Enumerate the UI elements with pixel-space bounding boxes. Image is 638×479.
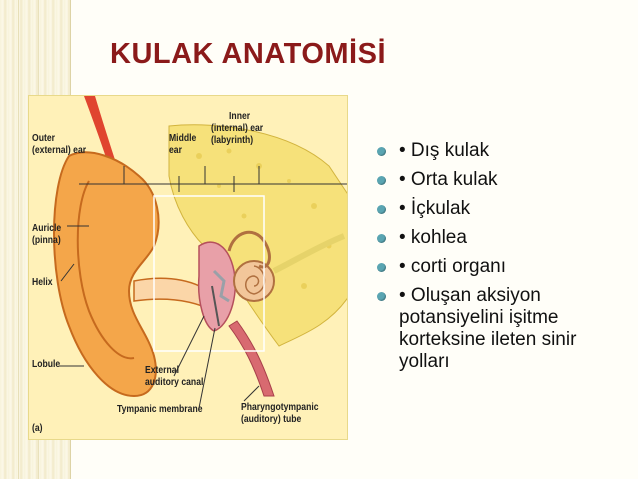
figure-label-outer-ear: Outer (external) ear [32, 132, 87, 156]
figure-label-middle-ear: Middle ear [169, 132, 197, 156]
figure-label-tympanic-membrane: Tympanic membrane [117, 403, 203, 415]
figure-label-external-auditory-canal: External auditory canal [145, 364, 204, 388]
bullet-icon [377, 292, 386, 301]
slide-title: KULAK ANATOMİSİ [110, 38, 387, 70]
list-item: • İçkulak [377, 198, 627, 220]
bullet-icon [377, 205, 386, 214]
list-item: • kohlea [377, 227, 627, 249]
list-item: • Dış kulak [377, 140, 627, 162]
figure-label-helix: Helix [32, 276, 53, 288]
list-item: • Oluşan aksiyon potansiyelini işitme korteksine ileten sinir yolları [377, 285, 627, 373]
bullet-icon [377, 147, 386, 156]
figure-label-inner-ear: Inner (internal) ear (labyrinth) [211, 110, 264, 146]
divider [18, 0, 19, 479]
list-item: • corti organı [377, 256, 627, 278]
figure-label-pharyngotympanic-tube: Pharyngotympanic (auditory) tube [241, 401, 319, 425]
bullet-icon [377, 263, 386, 272]
figure-label-auricle: Auricle (pinna) [32, 222, 62, 246]
list-item: • Orta kulak [377, 169, 627, 191]
figure-label-part-a: (a) [32, 422, 43, 434]
ear-anatomy-figure [28, 95, 348, 440]
bullet-icon [377, 234, 386, 243]
bullet-list [377, 140, 627, 380]
bullet-icon [377, 176, 386, 185]
figure-label-lobule: Lobule [32, 358, 61, 370]
